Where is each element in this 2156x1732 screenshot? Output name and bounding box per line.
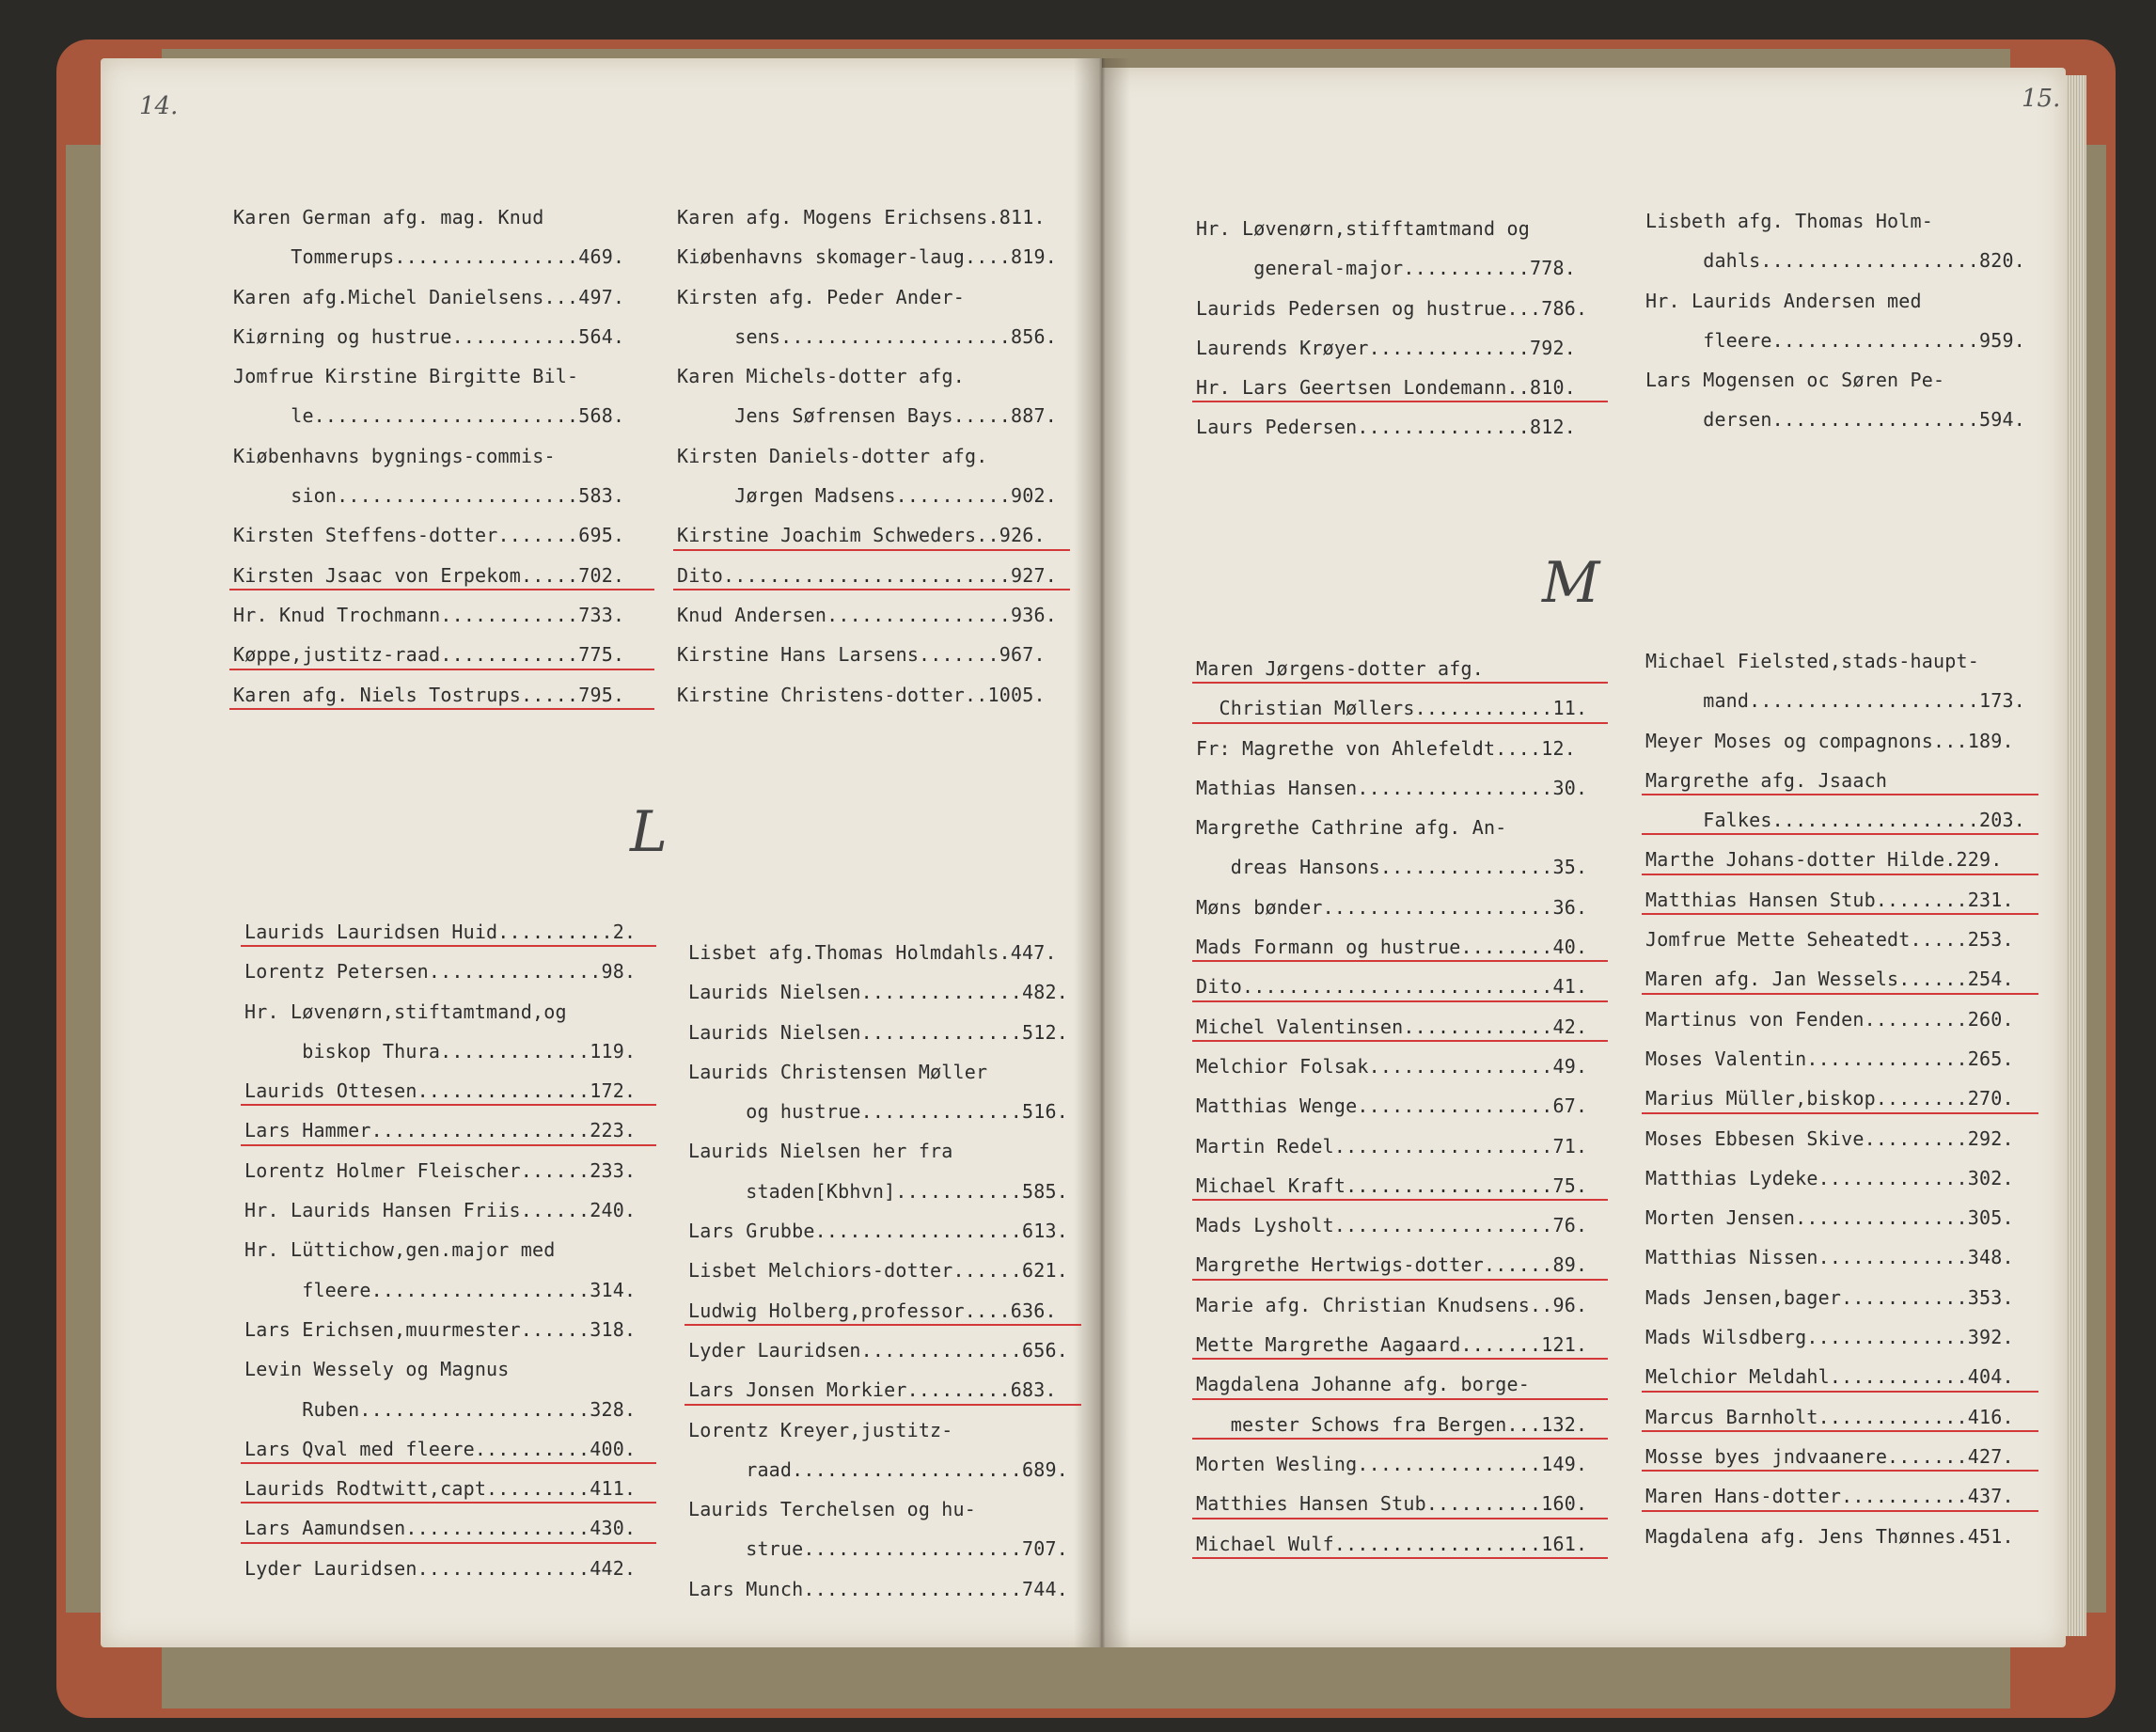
index-entry: Karen afg. Mogens Erichsens.811. bbox=[677, 206, 1046, 228]
index-entry: Karen German afg. mag. Knud bbox=[233, 206, 544, 228]
index-entry: Mette Margrethe Aagaard.......121. bbox=[1196, 1325, 1600, 1364]
index-entry: Jomfrue Kirstine Birgitte Bil- bbox=[233, 365, 579, 388]
index-column-l-cont-right bbox=[1645, 201, 2031, 440]
index-entry: Martin Redel...................71. bbox=[1196, 1134, 1588, 1157]
index-entry: Laurids Pedersen og hustrue...786. bbox=[1196, 296, 1588, 320]
index-entry: Laurs Pedersen...............812. bbox=[1196, 416, 1576, 439]
index-entry: staden[Kbhvn]...........585. bbox=[688, 1179, 1068, 1203]
index-entry: Lyder Lauridsen...............442. bbox=[244, 1556, 637, 1580]
index-entry: Jørgen Madsens..........902. bbox=[677, 484, 1057, 508]
index-column-l-cont-left bbox=[1196, 209, 1600, 448]
index-entry: Køppe,justitz-raad............775. bbox=[233, 635, 647, 674]
index-entry: biskop Thura.............119. bbox=[244, 1039, 637, 1063]
index-entry: Laurids Terchelsen og hu- bbox=[688, 1498, 977, 1521]
index-entry: Tommerups................469. bbox=[233, 245, 625, 269]
index-entry: Lars Qval med fleere..........400. bbox=[244, 1429, 649, 1469]
index-entry: Matthias Nissen.............348. bbox=[1645, 1246, 2014, 1269]
index-entry: Dito.........................927. bbox=[677, 556, 1062, 595]
index-column-l-left bbox=[244, 912, 649, 1588]
index-entry: Hr. Løvenørn,stifftamtmand og bbox=[1196, 217, 1530, 240]
index-entry: Møns bønder....................36. bbox=[1196, 895, 1588, 919]
index-entry: Kirsten Daniels-dotter afg. bbox=[677, 444, 988, 467]
index-entry: Lisbeth afg. Thomas Holm- bbox=[1645, 210, 1934, 232]
index-entry: dahls...................820. bbox=[1645, 249, 2025, 273]
index-entry: fleere...................314. bbox=[244, 1278, 637, 1301]
index-entry: Kirsten Steffens-dotter.......695. bbox=[233, 524, 625, 547]
index-entry: Mosse byes jndvaanere.......427. bbox=[1645, 1437, 2031, 1476]
index-entry: Laurids Nielsen her fra bbox=[688, 1140, 953, 1163]
index-entry: Kiøbenhavns skomager-laug....819. bbox=[677, 245, 1057, 269]
section-initial-m: M bbox=[1542, 550, 1600, 616]
index-entry: Lars Munch...................744. bbox=[688, 1577, 1068, 1600]
index-entry: Marcus Barnholt.............416. bbox=[1645, 1397, 2031, 1437]
index-entry: Lars Grubbe..................613. bbox=[688, 1220, 1068, 1243]
index-entry: dreas Hansons...............35. bbox=[1196, 856, 1588, 879]
index-entry: Morten Jensen...............305. bbox=[1645, 1206, 2014, 1230]
index-entry: Levin Wessely og Magnus bbox=[244, 1358, 510, 1381]
index-entry: Lisbet Melchiors-dotter......621. bbox=[688, 1259, 1068, 1283]
index-entry: Jens Søfrensen Bays.....887. bbox=[677, 404, 1057, 428]
index-entry: Moses Ebbesen Skive.........292. bbox=[1645, 1126, 2014, 1150]
index-entry: mand....................173. bbox=[1645, 689, 2025, 713]
index-entry: Melchior Meldahl............404. bbox=[1645, 1357, 2031, 1396]
index-entry: Matthias Lydeke.............302. bbox=[1645, 1166, 2014, 1189]
index-entry: Laurids Lauridsen Huid..........2. bbox=[244, 912, 649, 952]
index-entry: Lars Hammer...................223. bbox=[244, 1110, 649, 1150]
index-entry: Meyer Moses og compagnons...189. bbox=[1645, 729, 2014, 752]
index-entry: Dito...........................41. bbox=[1196, 967, 1600, 1006]
index-entry: Laurids Ottesen...............172. bbox=[244, 1071, 649, 1110]
index-entry: Kirsten Jsaac von Erpekom.....702. bbox=[233, 556, 647, 595]
page-number-right: 15. bbox=[2022, 85, 2061, 113]
index-entry: Lars Mogensen oc Søren Pe- bbox=[1645, 369, 1945, 392]
index-entry: Lorentz Holmer Fleischer......233. bbox=[244, 1158, 637, 1182]
index-entry: le.......................568. bbox=[233, 404, 625, 428]
index-entry: Maren Hans-dotter...........437. bbox=[1645, 1476, 2031, 1516]
index-entry: Karen Michels-dotter afg. bbox=[677, 365, 966, 388]
index-entry: Karen afg. Niels Tostrups.....795. bbox=[233, 675, 647, 715]
index-entry: Hr. Lüttichow,gen.major med bbox=[244, 1238, 556, 1262]
index-entry: Kirstine Christens-dotter..1005. bbox=[677, 683, 1046, 706]
index-entry: Karen afg.Michel Danielsens...497. bbox=[233, 285, 625, 308]
index-entry: Lorentz Kreyer,justitz- bbox=[688, 1418, 953, 1441]
index-entry: Christian Møllers............11. bbox=[1196, 688, 1600, 728]
index-entry: strue...................707. bbox=[688, 1537, 1068, 1561]
index-entry: Hr. Lars Geertsen Londemann..810. bbox=[1196, 368, 1600, 407]
index-column-k-left bbox=[233, 197, 647, 715]
index-entry: Hr. Laurids Hansen Friis......240. bbox=[244, 1199, 637, 1222]
index-entry: Matthias Wenge.................67. bbox=[1196, 1094, 1588, 1118]
index-entry: Lars Jonsen Morkier.........683. bbox=[688, 1370, 1074, 1409]
index-entry: Kirstine Hans Larsens.......967. bbox=[677, 643, 1046, 667]
index-entry: Marthe Johans-dotter Hilde.229. bbox=[1645, 840, 2031, 879]
index-entry: Hr. Knud Trochmann............733. bbox=[233, 603, 625, 626]
index-entry: Margrethe Hertwigs-dotter......89. bbox=[1196, 1245, 1600, 1284]
index-entry: Knud Andersen................936. bbox=[677, 603, 1057, 626]
index-entry: Michel Valentinsen.............42. bbox=[1196, 1007, 1600, 1047]
index-entry: Kiørning og hustrue...........564. bbox=[233, 324, 625, 348]
index-entry: Marius Müller,biskop........270. bbox=[1645, 1079, 2031, 1118]
index-entry: Hr. Laurids Andersen med bbox=[1645, 289, 1922, 312]
index-column-l-right bbox=[688, 933, 1074, 1609]
index-entry: Lars Erichsen,muurmester......318. bbox=[244, 1317, 637, 1341]
index-entry: sens....................856. bbox=[677, 324, 1057, 348]
index-entry: Martinus von Fenden.........260. bbox=[1645, 1007, 2014, 1031]
index-entry: Ruben....................328. bbox=[244, 1397, 637, 1421]
index-entry: fleere..................959. bbox=[1645, 328, 2025, 352]
index-entry: Laurends Krøyer..............792. bbox=[1196, 336, 1576, 359]
index-entry: Hr. Løvenørn,stiftamtmand,og bbox=[244, 1000, 567, 1023]
index-entry: Lars Aamundsen................430. bbox=[244, 1508, 649, 1548]
index-entry: Laurids Rodtwitt,capt.........411. bbox=[244, 1469, 649, 1508]
index-entry: Magdalena Johanne afg. borge- bbox=[1196, 1364, 1600, 1404]
page-number-left: 14. bbox=[139, 92, 179, 120]
index-entry: dersen..................594. bbox=[1645, 408, 2025, 432]
index-entry: Mads Lysholt...................76. bbox=[1196, 1214, 1588, 1237]
index-entry: Michael Wulf..................161. bbox=[1196, 1524, 1600, 1564]
index-entry: Lyder Lauridsen..............656. bbox=[688, 1338, 1068, 1362]
index-entry: Maren Jørgens-dotter afg. bbox=[1196, 649, 1600, 688]
index-entry: sion.....................583. bbox=[233, 484, 625, 508]
book-gutter bbox=[1074, 58, 1130, 1647]
section-initial-l: L bbox=[630, 799, 668, 865]
index-entry: Jomfrue Mette Seheatedt.....253. bbox=[1645, 928, 2014, 952]
index-entry: raad....................689. bbox=[688, 1457, 1068, 1481]
index-entry: mester Schows fra Bergen...132. bbox=[1196, 1405, 1600, 1444]
index-entry: Margrethe afg. Jsaach bbox=[1645, 761, 2031, 800]
index-entry: Laurids Nielsen..............512. bbox=[688, 1020, 1068, 1044]
index-entry: Magdalena afg. Jens Thønnes.451. bbox=[1645, 1524, 2014, 1548]
index-entry: Michael Fielsted,stads-haupt- bbox=[1645, 650, 1979, 672]
index-entry: og hustrue..............516. bbox=[688, 1100, 1068, 1124]
index-entry: Falkes..................203. bbox=[1645, 800, 2031, 840]
index-entry: Lorentz Petersen...............98. bbox=[244, 960, 637, 984]
index-entry: Morten Wesling................149. bbox=[1196, 1452, 1588, 1475]
index-entry: Laurids Christensen Møller bbox=[688, 1060, 988, 1083]
index-entry: Marie afg. Christian Knudsens..96. bbox=[1196, 1293, 1588, 1316]
index-entry: Ludwig Holberg,professor....636. bbox=[688, 1291, 1074, 1330]
index-entry: Kirstine Joachim Schweders..926. bbox=[677, 515, 1062, 555]
index-entry: Margrethe Cathrine afg. An- bbox=[1196, 816, 1507, 840]
index-entry: general-major...........778. bbox=[1196, 257, 1576, 280]
index-entry: Kirsten afg. Peder Ander- bbox=[677, 285, 966, 308]
index-column-m-right bbox=[1645, 641, 2031, 1556]
index-entry: Michael Kraft..................75. bbox=[1196, 1166, 1600, 1205]
index-column-k-right bbox=[677, 197, 1062, 715]
index-entry: Matthies Hansen Stub..........160. bbox=[1196, 1484, 1600, 1523]
index-entry: Moses Valentin..............265. bbox=[1645, 1047, 2014, 1070]
index-entry: Mads Jensen,bager...........353. bbox=[1645, 1285, 2014, 1309]
index-entry: Mathias Hansen.................30. bbox=[1196, 776, 1588, 799]
index-entry: Mads Wilsdberg..............392. bbox=[1645, 1326, 2014, 1349]
index-entry: Laurids Nielsen..............482. bbox=[688, 981, 1068, 1004]
index-entry: Melchior Folsak................49. bbox=[1196, 1054, 1588, 1078]
index-entry: Lisbet afg.Thomas Holmdahls.447. bbox=[688, 941, 1057, 964]
index-column-m-left bbox=[1196, 649, 1600, 1564]
index-entry: Maren afg. Jan Wessels......254. bbox=[1645, 959, 2031, 999]
page-edges bbox=[2066, 75, 2086, 1636]
index-entry: Fr: Magrethe von Ahlefeldt....12. bbox=[1196, 736, 1576, 760]
index-entry: Matthias Hansen Stub........231. bbox=[1645, 880, 2031, 920]
index-entry: Mads Formann og hustrue........40. bbox=[1196, 927, 1600, 967]
index-entry: Kiøbenhavns bygnings-commis- bbox=[233, 444, 556, 467]
